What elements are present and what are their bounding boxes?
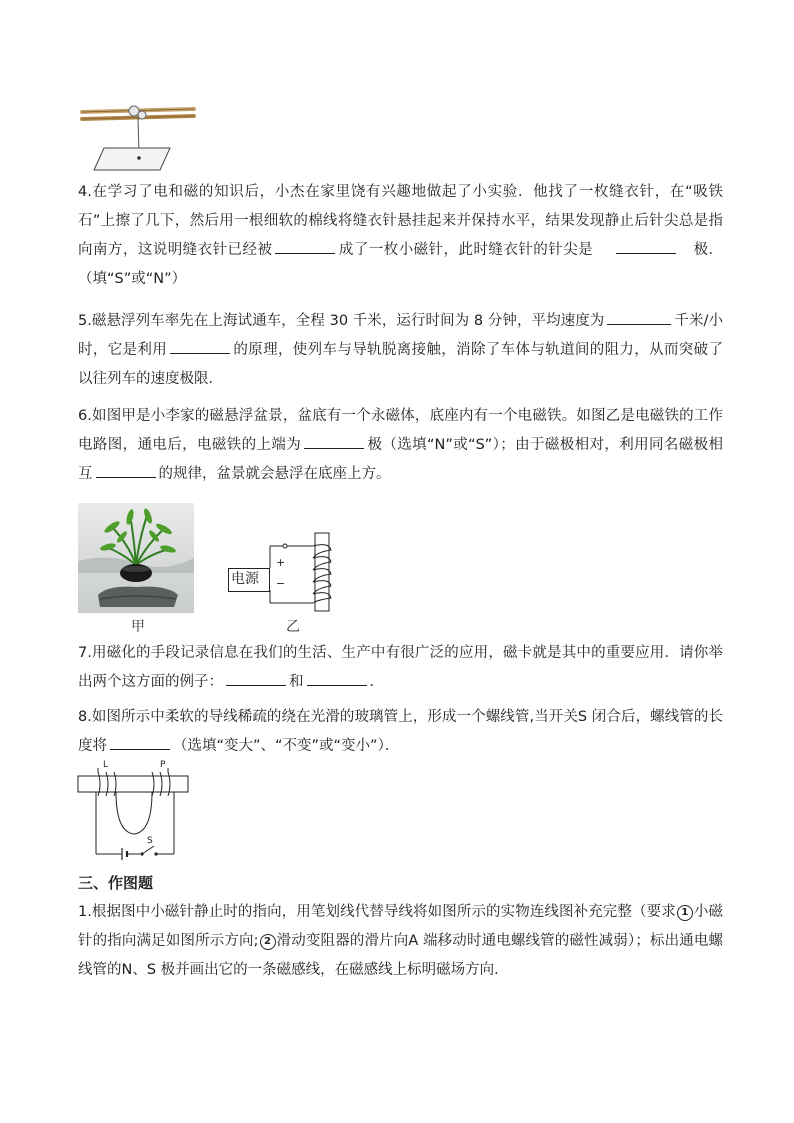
power-source-label: 电源 (231, 571, 259, 587)
q4-blank-2[interactable] (616, 237, 676, 254)
q6-blank-2[interactable] (96, 461, 156, 478)
question-8: 8.如图所示中柔软的导线稀疏的绕在光滑的玻璃管上，形成一个螺线管,当开关S 闭合后，螺线管的长度将 （选填“变大”、“不变”或“变小”）． (78, 709, 723, 754)
question-6: 6.如图甲是小李家的磁悬浮盆景，盆底有一个永磁体，底座内有一个电磁铁。如图乙是电磁铁的工作电路图，通电后，电磁铁的上端为 极（选填“N”或“S”）；由于磁极相对，利用同名磁极相互 的规律，盆景就会悬浮在底座上方。 (78, 408, 723, 482)
label-s: S (147, 836, 153, 846)
plus-terminal-label: + (276, 556, 286, 569)
q8-blank-1[interactable] (110, 733, 170, 750)
label-l: L (103, 760, 109, 770)
q5-blank-1[interactable] (607, 308, 671, 325)
caption-yi: 乙 (286, 619, 300, 635)
minus-terminal-label: − (276, 577, 286, 590)
q4-blank-1[interactable] (275, 237, 335, 254)
section-3-heading: 三、作图题 (78, 874, 154, 892)
solenoid-glass-tube-diagram (76, 762, 192, 862)
q7-blank-2[interactable] (307, 669, 367, 686)
question-5: 5.磁悬浮列车率先在上海试通车，全程 30 千米，运行时间为 8 分钟，平均速度为 千米/小时，它是利用 的原理，使列车与导轨脱离接触，消除了车体与轨道间的阻力，从而突破了以往列车的速度极限． (78, 307, 723, 394)
maglev-bonsai-photo (78, 503, 194, 613)
question-7: 7.用磁化的手段记录信息在我们的生活、生产中有很广泛的应用，磁卡就是其中的重要应用．请你举出两个这方面的例子： 和 ． (78, 645, 723, 690)
q7-blank-1[interactable] (226, 669, 286, 686)
q5-blank-2[interactable] (170, 337, 230, 354)
circled-number-2: 2 (260, 934, 276, 950)
label-p: P (160, 760, 166, 770)
q6-blank-1[interactable] (304, 432, 364, 449)
circled-number-1: 1 (677, 905, 693, 921)
needle-suspension-figure (78, 98, 196, 176)
drawing-question-1: 1.根据图中小磁针静止时的指向，用笔划线代替导线将如图所示的实物连线图补充完整（要求 1 小磁针的指向满足如图所示方向; 2 滑动变阻器的滑片向A 端移动时通电螺线管的磁性减弱）；标出通电螺线管的N、S 极并画出它的一条磁感线，在磁感线上标明磁场方向． (78, 904, 723, 978)
caption-jia: 甲 (131, 619, 145, 635)
question-4: 4.在学习了电和磁的知识后，小杰在家里饶有兴趣地做起了小实验．他找了一枚缝衣针，在“吸铁石”上擦了几下，然后用一根细软的棉线将缝衣针悬挂起来并保持水平，结果发现静止后针尖总是指向南方，这说明缝衣针已经被 成了一枚小磁针，此时缝衣针的针尖是 极．（填“S”或“N”） (78, 184, 724, 287)
